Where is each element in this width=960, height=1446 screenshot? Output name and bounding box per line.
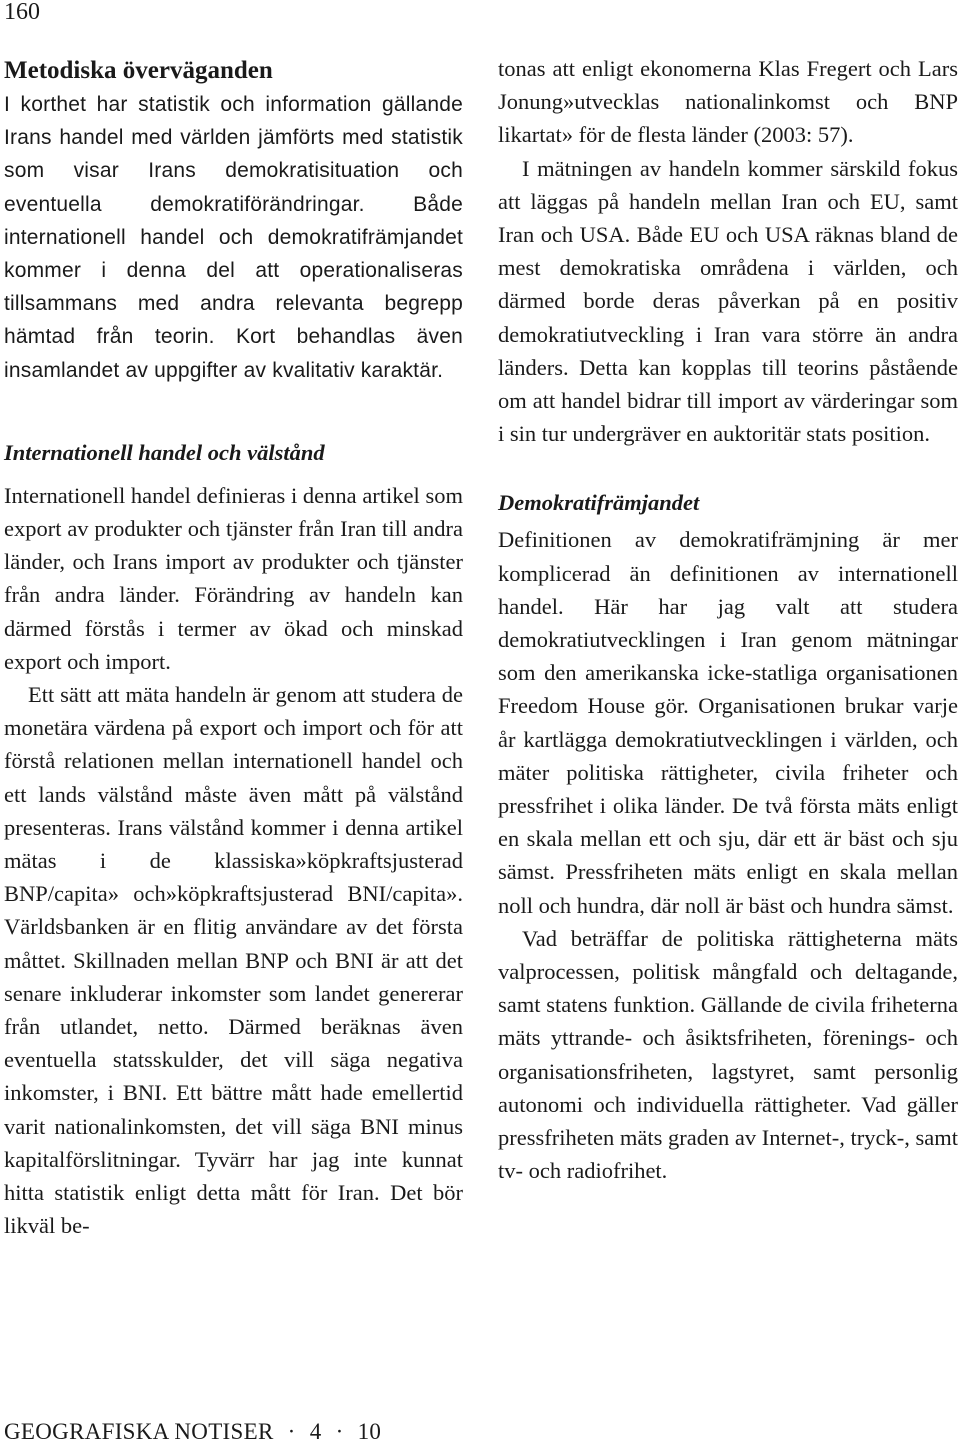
- paragraph: I mätningen av handeln kommer särskild fokus att läggas på handeln mellan Iran och EU, samt Iran och USA. Både EU och USA räknas bland de mest demokratiska områdena i världen, och därmed borde deras påverkan på en positiv demokratiutveckling i Iran vara större än andra länders. Detta kan kopplas till teorins påstående om att handel bidrar till import av värderingar som i sin tur undergräver en auktoritär stats position.: [498, 155, 958, 447]
- section-heading: Metodiska överväganden: [4, 57, 273, 84]
- subheading-trade: Internationell handel och välstånd: [4, 439, 325, 465]
- paragraph: tonas att enligt ekonomerna Klas Fregert och Lars Jonung»utvecklas nationalinkomst och BNP likartat» för de flesta länder (2003: 57).: [498, 56, 958, 148]
- page-number: 160: [4, 0, 40, 25]
- paragraph: Internationell handel definieras i denna artikel som export av produkter och tjänster från Iran till andra länder, och Irans import av produkter och tjänster från andra länder. Förändring av handeln kan därmed förstås i termer av ökad och minskad export och import.: [4, 482, 463, 674]
- right-column: [498, 52, 958, 1188]
- left-column: [4, 52, 463, 1243]
- volume-number: 4: [309, 1419, 322, 1444]
- paragraph: Ett sätt att mäta handeln är genom att studera de monetära värdena på export och import och för att förstå relationen mellan internationell handel och ett lands välstånd måste även mått på välstånd presenteras. Irans välstånd kommer i denna artikel mätas i de klassiska»köpkraftsjusterad BNP/capita» och»köpkraftsjusterad BNI/capita». Världsbanken är en flitig användare av det första måttet. Skillnaden mellan BNP och BNI är att det senare inkluderar inkomster som landet genererar från utlandet, netto. Därmed beräknas även eventuella statsskulder, det vill säga negativa inkomster, i BNI. Ett bättre mått hade emellertid varit nationalinkomsten, det vill säga BNI minus kapitalförslitningar. Tyvärr har jag inte kunnat hitta statistik enligt detta mått för Iran. Det bör likväl be-: [4, 682, 463, 1239]
- issue-number: 10: [357, 1419, 382, 1444]
- intro-paragraph: I korthet har statistik och information gällande Irans handel med världen jämförts med statistik som visar Irans demokratisituation och eventuella demokratiförändringar. Både internationell handel och demokratifrämjandet kommer i denna del att operationaliseras tillsammans med andra relevanta begrepp hämtad från teorin. Kort behandlas även insamlandet av uppgifter av kvalitativ karaktär.: [4, 93, 463, 382]
- journal-footer: [4, 1418, 381, 1446]
- paragraph: Definitionen av demokratifrämjning är mer komplicerad än definitionen av internationell handel. Här har jag valt att studera demokratiutvecklingen i Iran genom mätningar som den amerikanska icke-statliga organisationen Freedom House gör. Organisationen brukar varje år kartlägga demokratiutvecklingen i världen, och mäter politiska rättigheter, civila friheter och pressfrihet i olika länder. De två första mäts enligt en skala mellan ett och sju, där ett är bäst och sju sämst. Pressfriheten mäts enligt en skala mellan noll och hundra, där noll är bäst och hundra sämst.: [498, 527, 958, 918]
- separator: ·: [287, 1419, 296, 1444]
- separator: ·: [335, 1419, 344, 1444]
- subheading-democracy: Demokratifrämjandet: [498, 490, 700, 516]
- journal-name: GEOGRAFISKA NOTISER: [4, 1419, 274, 1444]
- paragraph: Vad beträffar de politiska rättigheterna mäts valprocessen, politisk mångfald och deltagande, samt statens funktion. Gällande de civila friheterna mäts yttrande- och åsiktsfriheten, förenings- och organisationsfriheten, lagstyret, samt personlig autonomi och individuella rättigheter. Vad gäller pressfriheten mäts graden av Internet-, tryck-, samt tv- och radiofrihet.: [498, 925, 958, 1184]
